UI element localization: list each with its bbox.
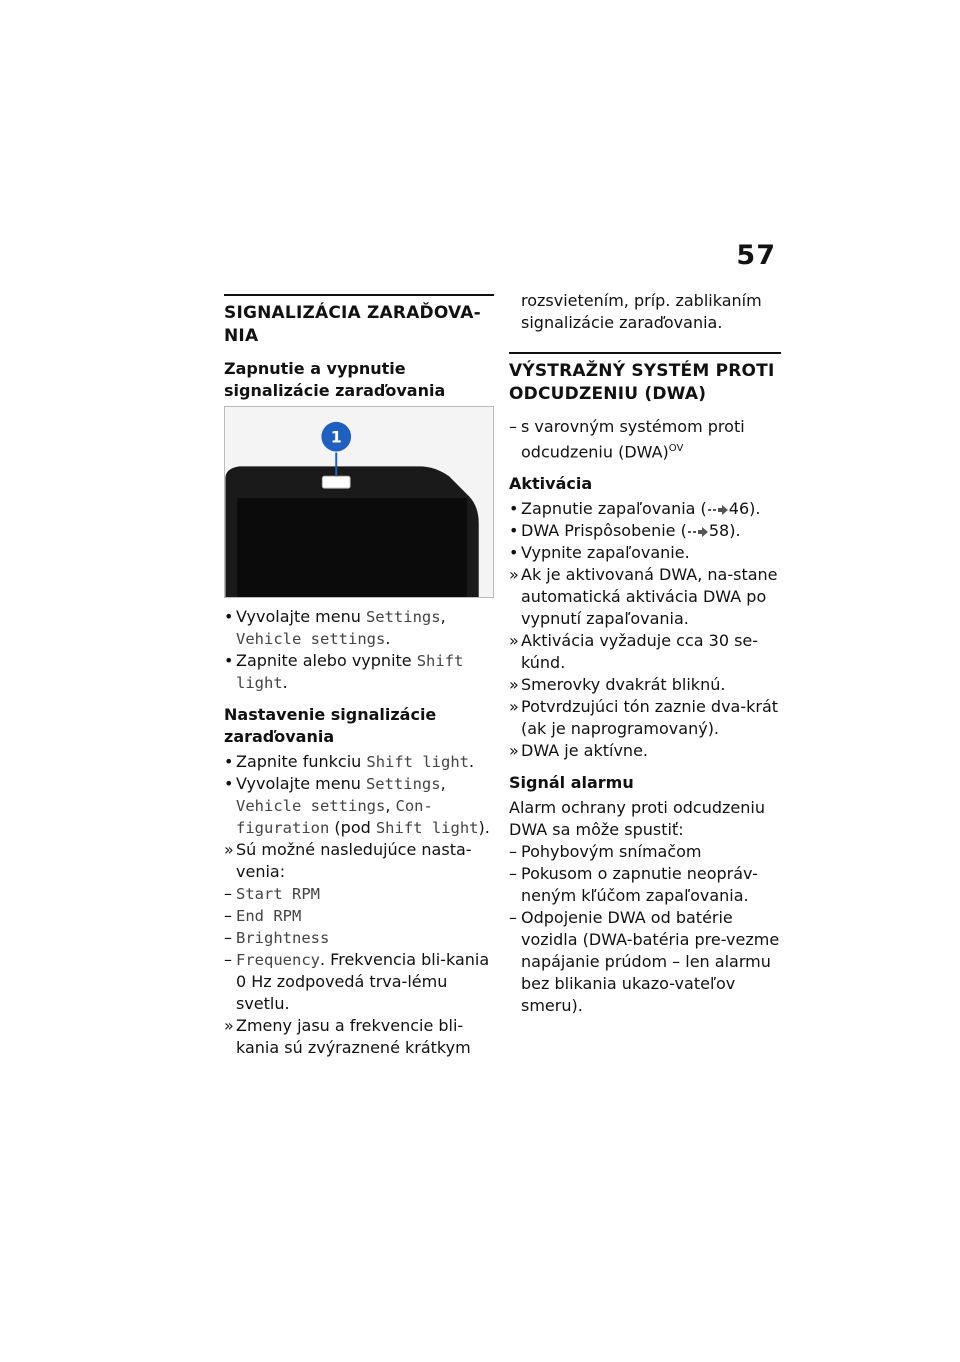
section-rule xyxy=(509,352,781,354)
option-item: – Brightness xyxy=(224,928,330,947)
option-equipment-line: – s varovným systémom proti odcudzeniu (DWA)$^{OV}$ xyxy=(509,417,745,462)
trigger-item: – Odpojenie DWA od batérie vozidla (DWA-batéria pre-vezme napájanie prúdom – len alarmu bez blikania ukazo-vateľov smeru). xyxy=(509,908,780,1016)
trigger-item: – Pohybovým snímačom xyxy=(509,842,702,862)
page-ref-arrow-icon xyxy=(707,504,729,516)
page-ref-arrow-icon xyxy=(687,526,709,538)
page-number: 57 xyxy=(736,240,776,271)
step-item: • DWA Prispôsobenie ( 58). xyxy=(509,521,741,541)
result-item: » Aktivácia vyžaduje cca 30 se-kúnd. xyxy=(509,631,759,673)
subheading-activation: Aktivácia xyxy=(509,474,593,494)
result-item: » Potvrdzujúci tón zaznie dva-krát (ak je naprogramovaný). xyxy=(509,697,779,739)
list-item: • Zapnite funkciu Shift light. xyxy=(224,752,475,771)
trigger-item: – Pokusom o zapnutie neopráv-neným kľúčom zapaľovania. xyxy=(509,864,758,906)
display-screen xyxy=(237,498,467,597)
subheading-alarm: Signál alarmu xyxy=(509,773,634,793)
step-item: • Vypnite zapaľovanie. xyxy=(509,543,690,563)
left-column xyxy=(224,294,494,1059)
alarm-intro: Alarm ochrany proti odcudzeniu DWA sa môže spustiť: xyxy=(509,798,765,840)
section-heading-dwa: VÝSTRAŽNÝ SYSTÉM PROTI ODCUDZENIU (DWA) xyxy=(509,361,775,404)
option-item: – Start RPM xyxy=(224,884,320,903)
result-item: » Ak je aktivovaná DWA, na-stane automatická aktivácia DWA po vypnutí zapaľovania. xyxy=(509,565,778,629)
result-item: » Sú možné nasledujúce nasta-venia: xyxy=(224,840,472,881)
page-ref[interactable]: 58 xyxy=(708,521,730,541)
result-item: » Zmeny jasu a frekvencie bli-kania sú zvýraznené krátkym xyxy=(224,1016,471,1057)
instrument-display-image xyxy=(224,406,494,598)
option-code: OV xyxy=(668,443,684,454)
result-item: » DWA je aktívne. xyxy=(509,741,648,761)
continued-text: rozsvietením, príp. zablikaním signalizácie zaraďovania. xyxy=(521,291,762,332)
list-item: • Vyvolajte menu Settings, Vehicle settings, Con-figuration (pod Shift light). xyxy=(224,774,490,837)
section-rule xyxy=(224,294,494,296)
subheading-settings: Nastavenie signalizácie zaraďovania xyxy=(224,705,437,746)
step-item: • Zapnutie zapaľovania ( 46). xyxy=(509,499,761,519)
list-item: • Vyvolajte menu Settings, Vehicle settings. xyxy=(224,607,446,648)
right-column xyxy=(509,290,781,1017)
result-item: » Smerovky dvakrát bliknú. xyxy=(509,675,726,695)
callout-number: 1 xyxy=(330,427,342,447)
subheading-toggle: Zapnutie a vypnutie signalizácie zaraďovania xyxy=(224,359,446,400)
page-ref[interactable]: 46 xyxy=(728,499,750,519)
section-heading-shift-light: SIGNALIZÁCIA ZARAĎOVA-NIA xyxy=(224,303,481,346)
option-item: – End RPM xyxy=(224,906,302,925)
option-item: – Frequency. Frekvencia bli-kania 0 Hz zodpovedá trva-lému svetlu. xyxy=(224,950,490,1013)
list-item: • Zapnite alebo vypnite Shift light. xyxy=(224,651,464,692)
shift-light-led xyxy=(322,476,350,488)
